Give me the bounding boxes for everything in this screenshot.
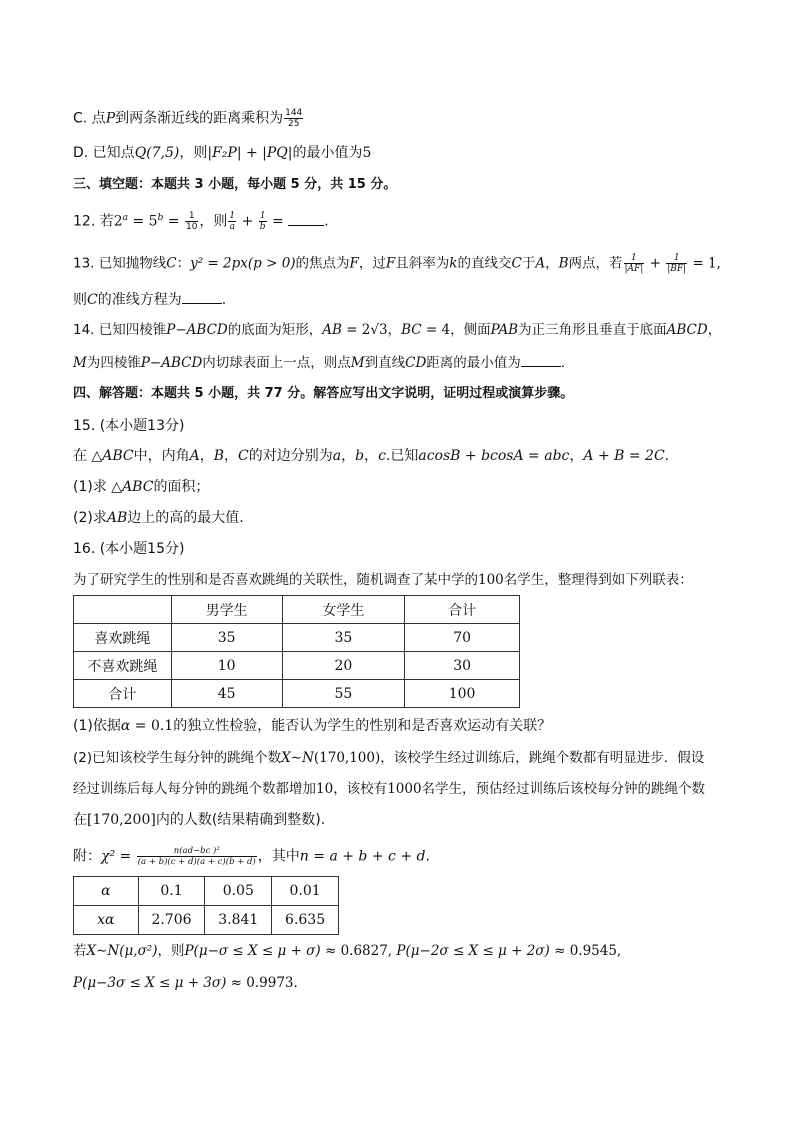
table-header-row: 男学生 女学生 合计 bbox=[74, 596, 520, 624]
chi-square-fraction: $\frac{\text{n(ad−bc )²}}{(a + b)(c + d)(a + c)(b + d)}$ bbox=[137, 846, 256, 867]
section-4-title: 四、解答题：本题共 5 小题，共 77 分。解答应写出文字说明，证明过程或演算步骤。 bbox=[73, 386, 574, 401]
question-13-line-1: 13. 已知抛物线C：y² = 2px(p > 0)的焦点为F，过F且斜率为k的直线交C于A，B两点，若 $\frac{1}{|AF|}$ + $\frac{1}{|BF|}$ = 1, bbox=[73, 253, 721, 274]
question-16-part-2-line-1: (2)已知该校学生每分钟的跳绳个数X∼N(170,100)，该校学生经过训练后，跳绳个数都有明显进步．假设 bbox=[73, 750, 705, 766]
normal-distribution-line-1: 若X∼N(μ,σ²)，则P(μ−σ ≤ X ≤ μ + σ) ≈ 0.6827, P(μ−2σ ≤ X ≤ μ + 2σ) ≈ 0.9545, bbox=[73, 943, 622, 959]
table-row: 喜欢跳绳 35 35 70 bbox=[74, 624, 520, 652]
table-row: α 0.1 0.05 0.01 bbox=[74, 877, 339, 906]
appendix-formula: 附：χ² = $\frac{\text{n(ad−bc )²}}{(a + b)(c + d)(a + c)(b + d)}$ ，其中n = a + b + c + d. bbox=[73, 846, 430, 867]
question-14-line-1: 14. 已知四棱锥P−ABCD的底面为矩形，AB = 2√3，BC = 4，侧面PAB为正三角形且垂直于底面ABCD， bbox=[73, 322, 722, 338]
contingency-table bbox=[73, 595, 520, 708]
question-16-part-2-line-2: 经过训练后每人每分钟的跳绳个数都增加10，该校有1000名学生，预估经过训练后该校每分钟的跳绳个数 bbox=[73, 781, 706, 797]
section-3-title: 三、填空题：本题共 3 小题，每小题 5 分，共 15 分。 bbox=[73, 177, 397, 192]
question-15-part-1: (1)求 △ABC的面积； bbox=[73, 479, 210, 495]
option-c: C. 点P到两条渐近线的距离乘积为 $\frac{144}{25}$ bbox=[73, 108, 303, 129]
table-row: 不喜欢跳绳 10 20 30 bbox=[74, 652, 520, 680]
question-12: 12. 若$2^a = 5^b$ = $\frac{1}{10}$ ，则 $\frac{1}{a}$ + $\frac{1}{b}$ = . bbox=[73, 211, 329, 233]
critical-value-table bbox=[73, 876, 339, 935]
question-15-part-2: (2)求AB边上的高的最大值. bbox=[73, 510, 244, 526]
question-14-line-2: M为四棱锥P−ABCD内切球表面上一点，则点M到直线CD距离的最小值为 . bbox=[73, 352, 565, 373]
question-16-stem: 为了研究学生的性别和是否喜欢跳绳的关联性，随机调查了某中学的100名学生，整理得到如下列联表： bbox=[73, 572, 693, 588]
question-15-head: 15. (本小题13分) bbox=[73, 418, 185, 434]
option-d: D. 已知点Q(7,5)，则|F₂P| + |PQ|的最小值为5 bbox=[73, 145, 372, 161]
normal-distribution-line-2: P(μ−3σ ≤ X ≤ μ + 3σ) ≈ 0.9973. bbox=[73, 975, 298, 991]
answer-blank[interactable] bbox=[521, 352, 561, 367]
question-15-stem: 在 △ABC中，内角A，B，C的对边分别为a，b，c.已知acosB + bcosA = abc，A + B = 2C. bbox=[73, 448, 670, 464]
question-16-part-2-line-3: 在[170,200]内的人数(结果精确到整数). bbox=[73, 812, 326, 828]
question-16-part-1: (1)依据α = 0.1的独立性检验，能否认为学生的性别和是否喜欢运动有关联？ bbox=[73, 718, 552, 734]
table-row: 合计 45 55 100 bbox=[74, 680, 520, 708]
option-c-fraction: $\frac{144}{25}$ bbox=[285, 108, 303, 129]
answer-blank[interactable] bbox=[288, 211, 324, 226]
question-16-head: 16. (本小题15分) bbox=[73, 541, 185, 557]
answer-blank[interactable] bbox=[182, 289, 222, 304]
table-row: xα 2.706 3.841 6.635 bbox=[74, 906, 339, 935]
question-13-line-2: 则C的准线方程为 . bbox=[73, 289, 226, 310]
